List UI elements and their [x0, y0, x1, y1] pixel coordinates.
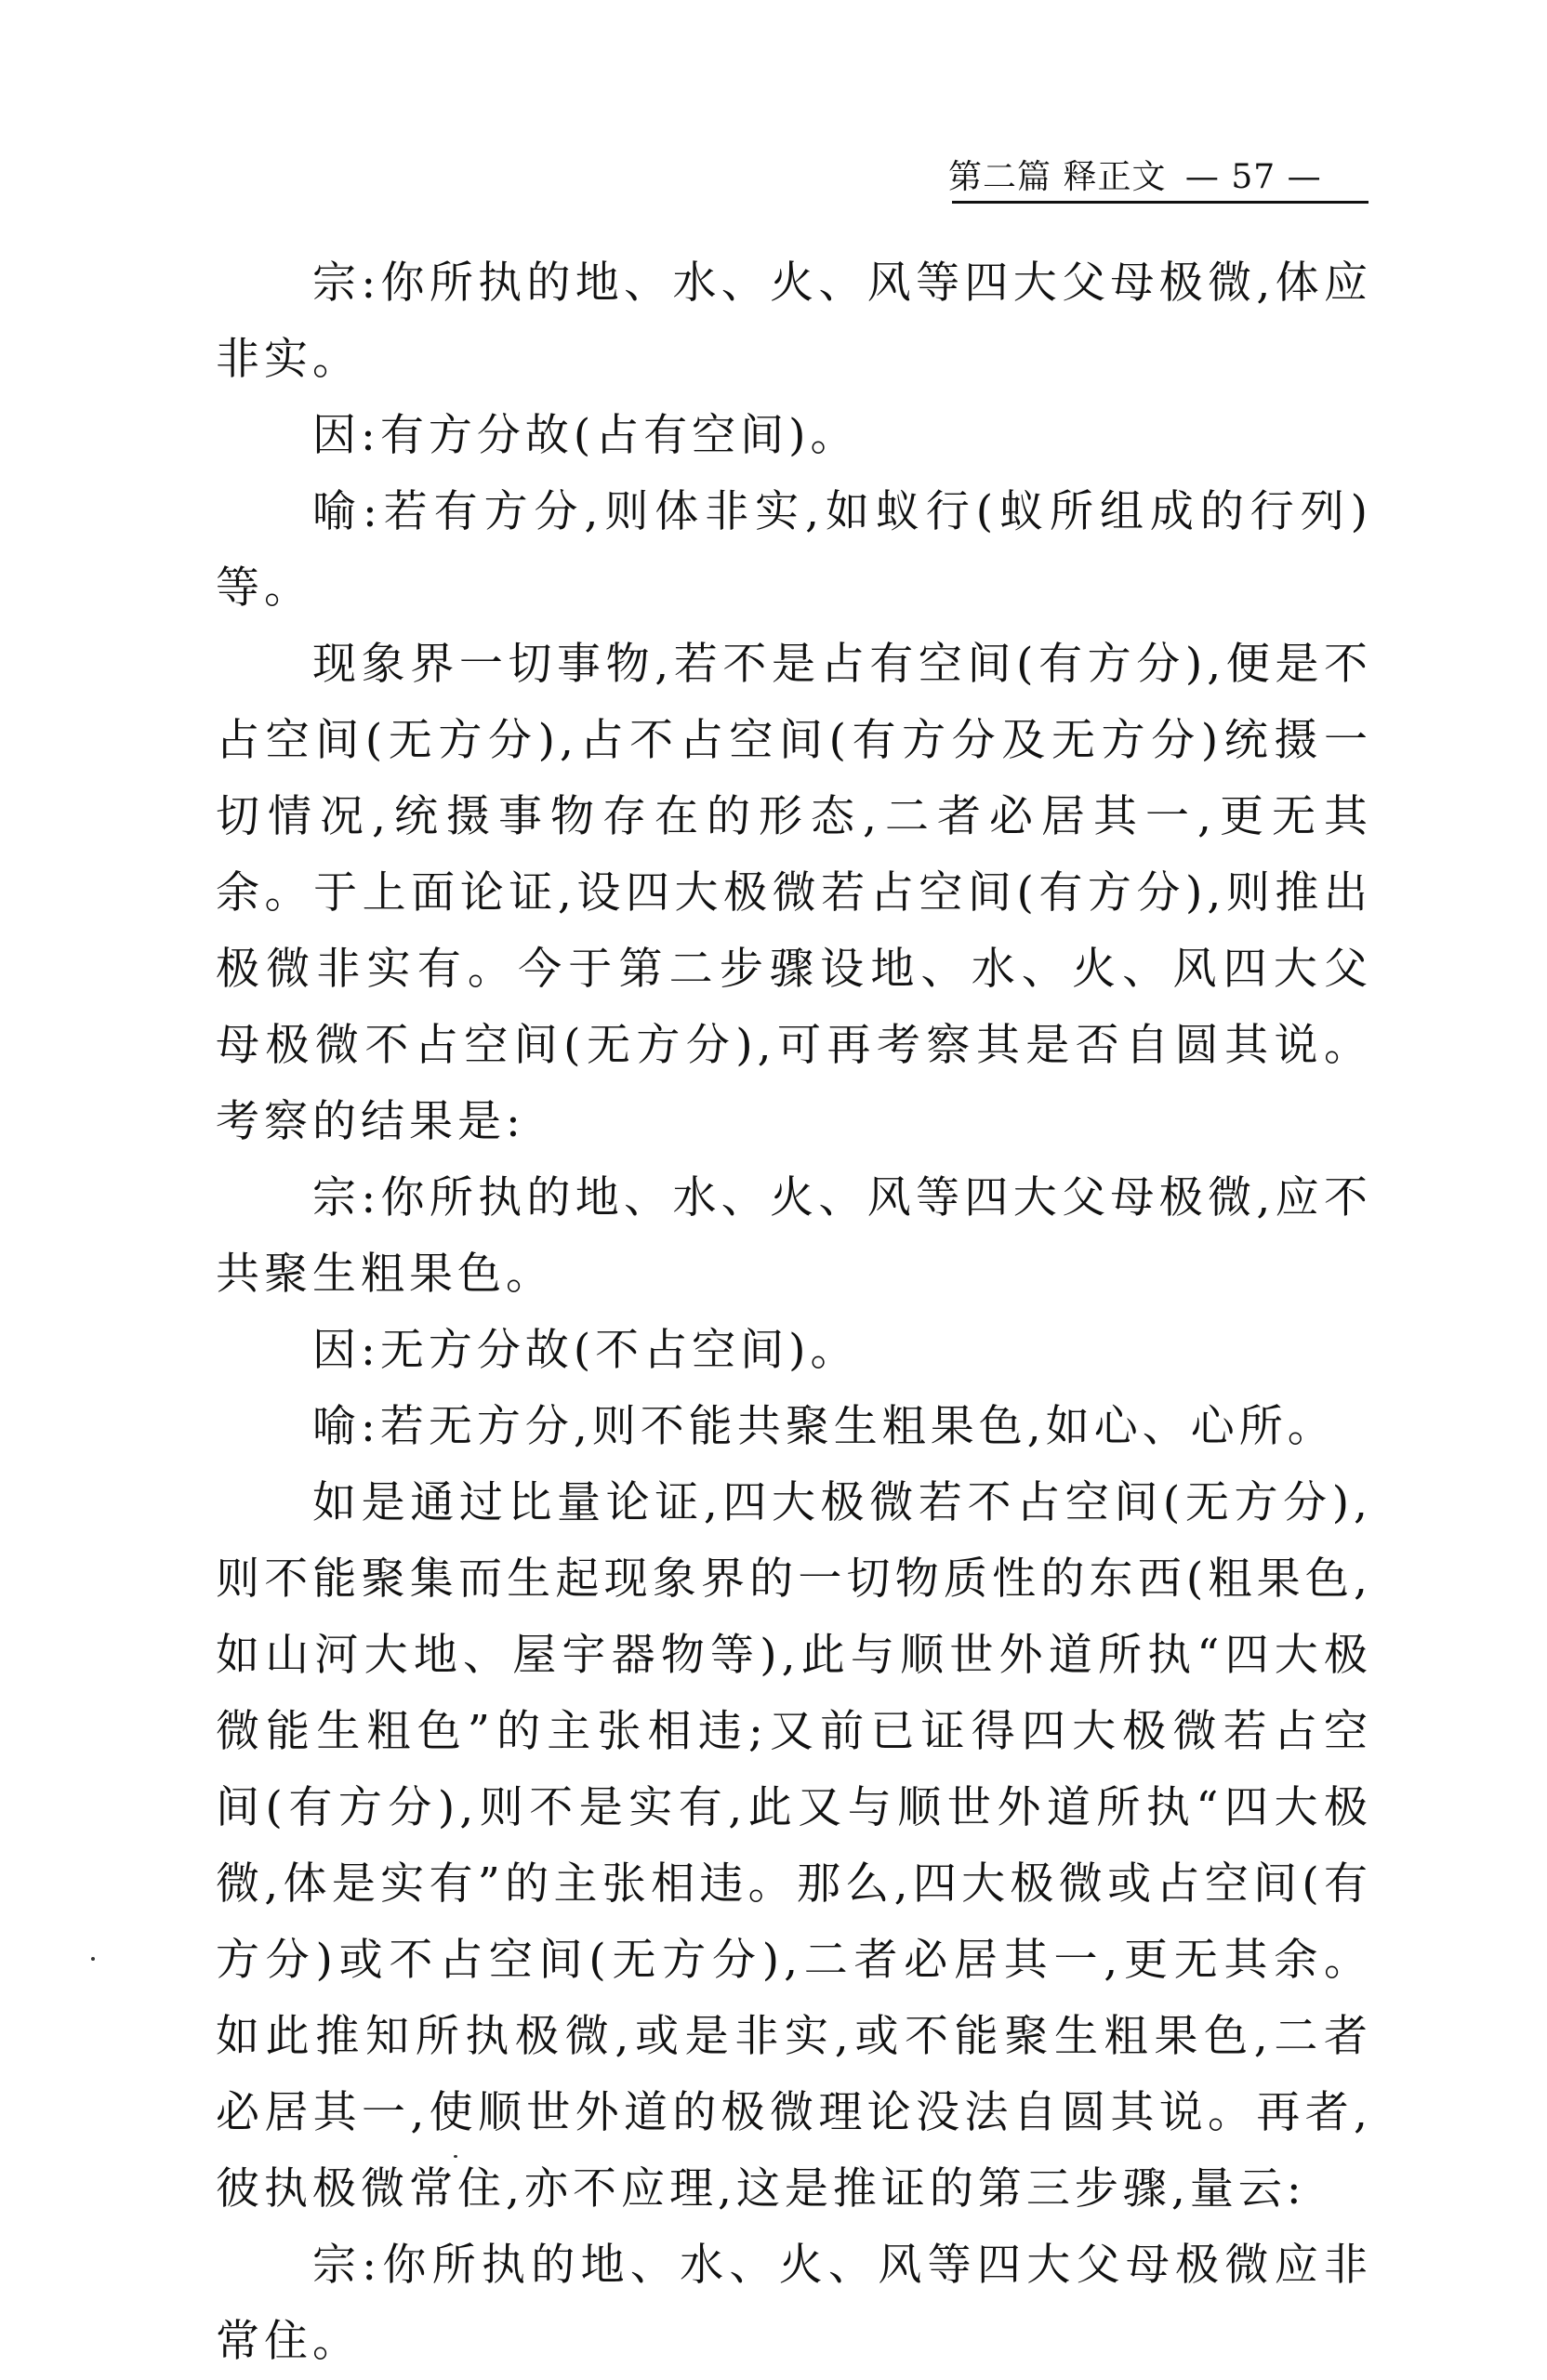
running-header: [948, 156, 1367, 199]
paragraph-example-1: 喻:若有方分,则体非实,如蚁行(蚁所组成的行列)等。: [216, 486, 1372, 614]
header-rule: [952, 201, 1368, 204]
paragraph-discussion-1: 现象界一切事物,若不是占有空间(有方分),便是不占空间(无方分),占不占空间(有方分及无方分)统摄一切情况,统摄事物存在的形态,二者必居其一,更无其余。于上面论证,设四大极微若占空间(有方分),则推出极微非实有。今于第二步骤设地、水、火、风四大父母极微不占空间(无方分),可再考察其是否自圆其说。考察的结果是:: [216, 639, 1372, 1147]
paragraph-reason-2: 因:无方分故(不占空间)。: [312, 1325, 859, 1376]
page-number: — 57 —: [1184, 158, 1322, 196]
paragraph-thesis-2: 宗:你所执的地、水、火、风等四大父母极微,应不共聚生粗果色。: [216, 1172, 1372, 1300]
chapter-title: 第二篇 释正文: [948, 158, 1167, 196]
paragraph-example-2: 喻:若无方分,则不能共聚生粗果色,如心、心所。: [312, 1401, 1336, 1452]
paragraph-thesis-1: 宗:你所执的地、水、火、风等四大父母极微,体应非实。: [216, 258, 1372, 385]
paragraph-thesis-3: 宗:你所执的地、水、火、风等四大父母极微应非常住。: [216, 2240, 1372, 2367]
scan-speck: [91, 1957, 95, 1961]
paragraph-discussion-2: 如是通过比量论证,四大极微若不占空间(无方分),则不能聚集而生起现象界的一切物质性的东西(粗果色,如山河大地、屋宇器物等),此与顺世外道所执“四大极微能生粗色”的主张相违;又前已证得四大极微若占空间(有方分),则不是实有,此又与顺世外道所执“四大极微,体是实有”的主张相违。那么,四大极微或占空间(有方分)或不占空间(无方分),二者必居其一,更无其余。如此推知所执极微,或是非实,或不能聚生粗果色,二者必居其一,使顺世外道的极微理论没法自圆其说。再者,彼执极微常住,亦不应理,这是推证的第三步骤,量云:: [216, 1477, 1372, 2215]
scan-speck: [454, 2155, 457, 2158]
body-text: [216, 245, 1372, 2380]
paragraph-reason-1: 因:有方分故(占有空间)。: [312, 410, 859, 461]
